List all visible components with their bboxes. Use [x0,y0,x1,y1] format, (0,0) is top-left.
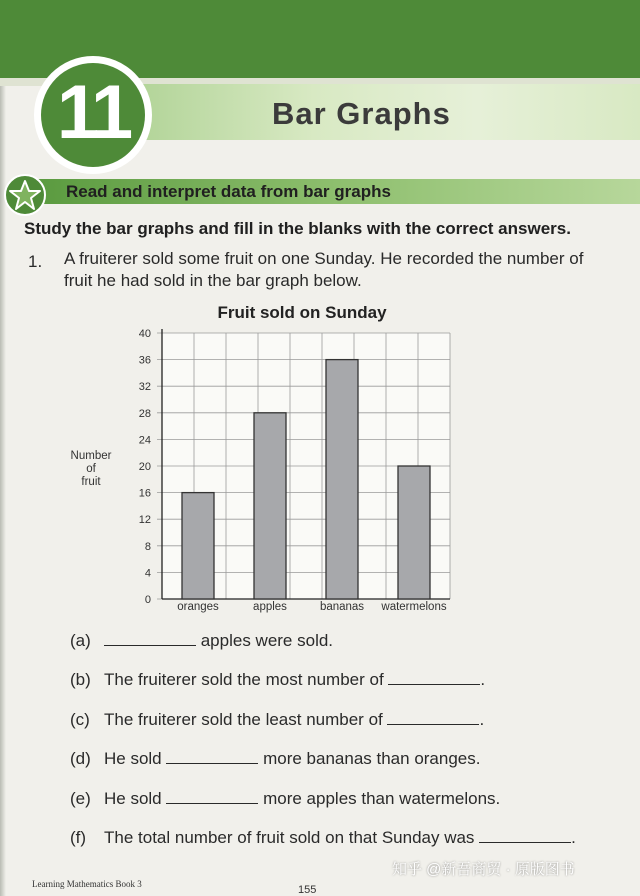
y-axis-label: of [86,463,96,475]
subq-label: (a) [70,631,91,650]
y-tick-label: 8 [144,540,151,553]
y-tick-label: 28 [138,407,151,420]
y-tick-label: 36 [138,354,151,367]
subq-label: (b) [70,670,91,689]
answer-blank-e[interactable] [166,789,258,804]
subq-text-before: He sold [104,749,167,768]
x-tick-label: bananas [319,601,365,613]
bar-watermelons [398,466,430,599]
subq-text-after: . [480,670,486,689]
x-tick-label: apples [253,601,287,613]
y-tick-label: 0 [144,594,151,606]
x-tick-label: oranges [177,601,219,613]
chapter-number: 11 [56,70,130,155]
y-tick-label: 12 [138,514,151,527]
subq-text-after: apples were sold. [196,631,334,650]
subq-text-before: The fruiterer sold the least number of [104,710,388,729]
section-title: Read and interpret data from bar graphs [66,182,391,201]
subq-label: (f) [70,828,87,847]
y-tick-label: 32 [138,381,151,394]
y-tick-label: 4 [144,567,151,580]
y-tick-label: 40 [138,328,151,340]
y-tick-label: 20 [138,461,151,473]
subq-text-after: . [479,710,485,729]
answer-blank-d[interactable] [166,749,258,764]
subquestion-b [70,670,485,690]
y-tick-label: 24 [138,434,151,447]
subquestion-f [70,828,576,848]
subq-text-before: The fruiterer sold the most number of [104,670,389,689]
bar-apples [254,413,286,599]
subq-text-after: . [571,828,576,847]
subquestion-a [70,631,333,651]
y-tick-label: 16 [138,487,151,500]
y-axis-label: Number [70,450,112,462]
subq-text-after: more apples than watermelons. [258,789,501,808]
footer-book-title: Learning Mathematics Book 3 [32,879,142,889]
watermark: 知乎 @新吾商贸 · 原版图书 [392,861,575,878]
y-axis-label: fruit [81,476,101,488]
subquestion-e [70,789,500,809]
answer-blank-f[interactable] [479,828,571,843]
subquestion-d [70,749,480,769]
question-number: 1. [28,252,43,271]
bar-bananas [326,360,358,599]
subq-text-before: The total number of fruit sold on that Sunday was [104,828,480,847]
page-number: 155 [298,884,317,896]
subq-label: (c) [70,710,90,729]
chapter-title: Bar Graphs [272,96,451,131]
x-tick-label: watermelons [381,601,447,613]
subq-label: (e) [70,789,91,808]
question-text: A fruiterer sold some fruit on one Sunday. He recorded the number of fruit he had sold in the bar graph below. [64,249,584,290]
answer-blank-a[interactable] [104,631,196,646]
subq-text-before: He sold [104,789,167,808]
instructions: Study the bar graphs and fill in the blanks with the correct answers. [24,219,571,238]
answer-blank-b[interactable] [388,670,480,685]
subq-label: (d) [70,749,91,768]
subq-text-after: more bananas than oranges. [258,749,481,768]
answer-blank-c[interactable] [387,710,479,725]
bar-oranges [182,493,214,599]
chart-title: Fruit sold on Sunday [217,303,387,322]
subquestion-c [70,710,484,730]
